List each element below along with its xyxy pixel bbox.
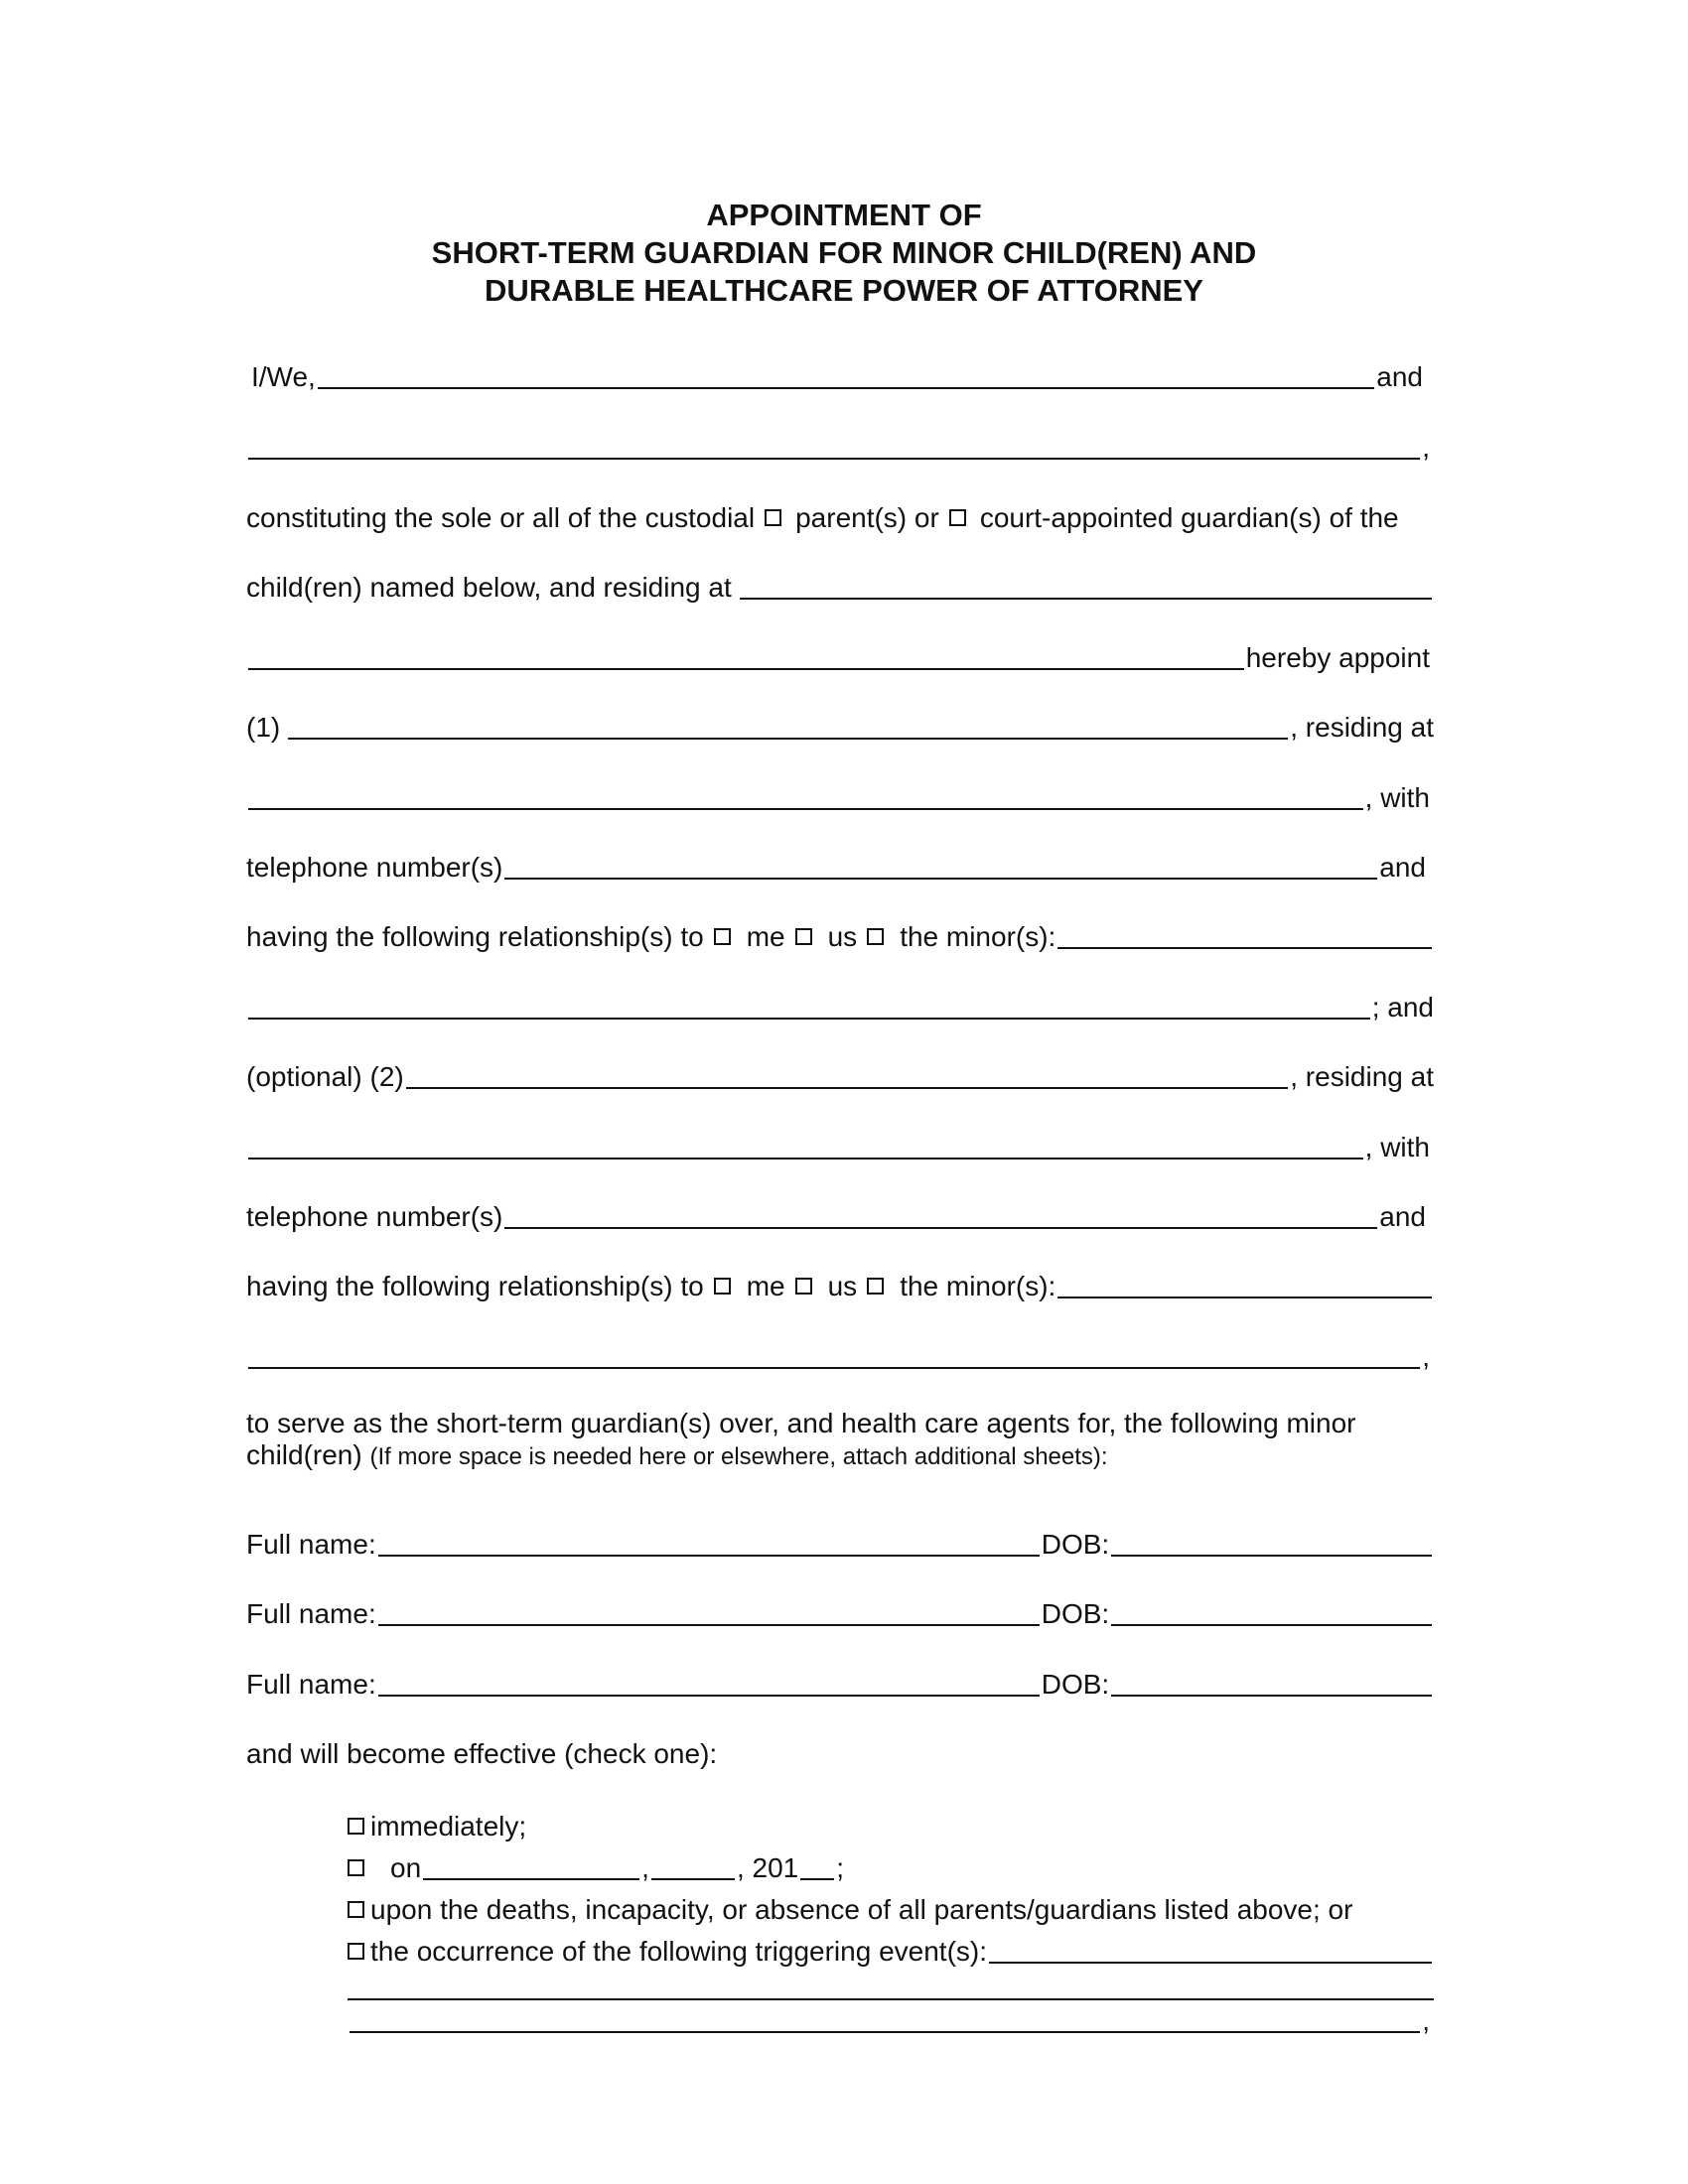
court-appointed-label: court-appointed guardian(s) of the — [979, 502, 1399, 533]
on-year-prefix-label: , 201 — [736, 1852, 799, 1883]
parent-name-field-2[interactable] — [248, 430, 1420, 460]
guardian2-address-field[interactable] — [248, 1130, 1363, 1160]
triggering-checkbox[interactable] — [348, 1943, 364, 1960]
upon-deaths-label: upon the deaths, incapacity, or absence of all parents/guardians listed above; or — [370, 1894, 1353, 1925]
constituting-row — [246, 494, 1438, 534]
guardian1-relationship-row — [246, 913, 1434, 953]
guardian1-minors-label: the minor(s): — [900, 921, 1056, 952]
triggering-final-comma: , — [1422, 2005, 1430, 2036]
guardian2-with-label: , with — [1364, 1132, 1430, 1162]
guardian2-relationship-field-2[interactable] — [248, 1339, 1420, 1369]
on-day-field[interactable] — [651, 1850, 735, 1880]
guardian1-me-label: me — [746, 921, 785, 952]
guardian1-us-checkbox[interactable] — [795, 928, 812, 945]
guardian1-relationship-field-2[interactable] — [248, 990, 1370, 1020]
child2-name-field[interactable] — [378, 1596, 1040, 1626]
title-line-1: APPOINTMENT OF — [706, 198, 982, 232]
on-year-field[interactable] — [800, 1850, 834, 1880]
guardian2-relationship-row — [246, 1263, 1434, 1302]
guardian1-semicolon-and-label: ; and — [1371, 992, 1434, 1023]
on-label: on — [390, 1852, 422, 1883]
guardian1-telephone-label: telephone number(s) — [246, 852, 503, 883]
immediately-checkbox[interactable] — [348, 1818, 364, 1835]
triggering-field-1[interactable] — [989, 1934, 1432, 1964]
on-comma-label: , — [641, 1852, 649, 1883]
child1-name-field[interactable] — [378, 1527, 1040, 1557]
guardian2-minors-label: the minor(s): — [900, 1271, 1056, 1301]
triggering-field-3[interactable] — [350, 2003, 1420, 2033]
child-row-2 — [246, 1590, 1434, 1630]
guardian1-and-label: and — [1379, 852, 1426, 883]
guardian1-relationship-field[interactable] — [1057, 919, 1432, 949]
guardian1-name-field[interactable] — [288, 710, 1288, 740]
parent-address-field-2[interactable] — [248, 640, 1244, 670]
guardian1-telephone-field[interactable] — [504, 850, 1377, 880]
child2-name-label: Full name: — [246, 1598, 376, 1629]
comma-label: , — [1422, 432, 1430, 463]
guardian2-telephone-label: telephone number(s) — [246, 1201, 503, 1232]
on-date-checkbox[interactable] — [348, 1859, 364, 1876]
and-label: and — [1376, 361, 1423, 392]
guardian2-and-label: and — [1379, 1201, 1426, 1232]
guardian2-us-label: us — [827, 1271, 858, 1301]
guardian2-us-checkbox[interactable] — [795, 1278, 812, 1295]
child1-dob-field[interactable] — [1111, 1527, 1432, 1557]
parents-checkbox[interactable] — [765, 509, 781, 526]
on-semicolon-label: ; — [836, 1852, 844, 1883]
guardian1-me-checkbox[interactable] — [714, 928, 731, 945]
guardian2-name-row — [246, 1053, 1434, 1093]
parent-name-field-1[interactable] — [318, 359, 1374, 389]
title-line-3: DURABLE HEALTHCARE POWER OF ATTORNEY — [485, 273, 1203, 308]
guardian1-relationship-label: having the following relationship(s) to — [246, 921, 704, 952]
guardian2-telephone-field[interactable] — [504, 1199, 1377, 1229]
guardian2-me-checkbox[interactable] — [714, 1278, 731, 1295]
effective-heading-row — [246, 1730, 1338, 1770]
court-appointed-checkbox[interactable] — [949, 509, 966, 526]
child3-dob-label: DOB: — [1041, 1669, 1110, 1700]
residing-row — [246, 564, 1434, 604]
serve-line-1: to serve as the short-term guardian(s) over, and health care agents for, the following minor — [246, 1408, 1356, 1438]
title-line-2: SHORT-TERM GUARDIAN FOR MINOR CHILD(REN) AND — [431, 235, 1257, 270]
guardian2-minors-checkbox[interactable] — [867, 1278, 884, 1295]
guardian2-residing-label: , residing at — [1290, 1061, 1434, 1092]
child3-name-label: Full name: — [246, 1669, 376, 1700]
guardian2-address-row — [246, 1124, 1430, 1163]
guardian1-address-field[interactable] — [248, 780, 1363, 810]
guardian2-number-label: (optional) (2) — [246, 1061, 404, 1092]
child-row-3 — [246, 1661, 1434, 1701]
iwe-label: I/We, — [251, 361, 316, 392]
guardian1-residing-label: , residing at — [1290, 712, 1434, 743]
child2-dob-field[interactable] — [1111, 1596, 1432, 1626]
document-title — [0, 197, 1688, 310]
option-on-date-row — [348, 1844, 1043, 1884]
child1-dob-label: DOB: — [1041, 1529, 1110, 1560]
immediately-label: immediately; — [370, 1811, 527, 1842]
guardian1-name-row — [246, 704, 1434, 744]
guardian2-relationship-label: having the following relationship(s) to — [246, 1271, 704, 1301]
guardian1-address-row — [246, 774, 1430, 814]
guardian1-phone-row — [246, 844, 1426, 884]
guardian1-number-label: (1) — [246, 712, 281, 743]
guardian1-with-label: , with — [1364, 782, 1430, 813]
serve-line-2-note: (If more space is needed here or elsewhere, attach additional sheets): — [369, 1443, 1108, 1470]
option-upon-deaths-row — [348, 1886, 1440, 1926]
guardian2-relationship-field[interactable] — [1057, 1269, 1432, 1298]
constituting-label: constituting the sole or all of the custodial — [246, 502, 756, 533]
child1-name-label: Full name: — [246, 1529, 376, 1560]
child3-name-field[interactable] — [378, 1667, 1040, 1697]
children-named-label: child(ren) named below, and residing at — [246, 572, 732, 603]
child3-dob-field[interactable] — [1111, 1667, 1432, 1697]
guardian2-relationship-row-2 — [246, 1333, 1430, 1373]
guardian2-name-field[interactable] — [406, 1059, 1289, 1089]
parent-name-row-2 — [246, 424, 1430, 464]
hereby-appoint-row — [246, 634, 1430, 674]
upon-deaths-checkbox[interactable] — [348, 1901, 364, 1918]
serve-paragraph — [246, 1408, 1458, 1473]
guardian2-me-label: me — [746, 1271, 785, 1301]
child2-dob-label: DOB: — [1041, 1598, 1110, 1629]
guardian2-phone-row — [246, 1193, 1426, 1233]
triggering-label: the occurrence of the following triggering event(s): — [370, 1936, 987, 1967]
guardian2-comma-label: , — [1422, 1341, 1430, 1372]
serve-line-2-main: child(ren) — [246, 1439, 362, 1470]
parents-or-label: parent(s) or — [795, 502, 939, 533]
iwe-row — [251, 353, 1423, 393]
effective-heading: and will become effective (check one): — [246, 1738, 718, 1769]
child-row-1 — [246, 1521, 1434, 1561]
guardian1-us-label: us — [827, 921, 858, 952]
option-triggering-row — [348, 1928, 1434, 1968]
guardian1-relationship-row-2 — [246, 984, 1434, 1024]
on-month-field[interactable] — [423, 1850, 639, 1880]
guardian1-minors-checkbox[interactable] — [867, 928, 884, 945]
option-immediately-row — [348, 1803, 943, 1843]
triggering-row-3 — [348, 1997, 1430, 2037]
hereby-appoint-label: hereby appoint — [1245, 642, 1430, 673]
parent-address-field-1[interactable] — [740, 570, 1432, 600]
